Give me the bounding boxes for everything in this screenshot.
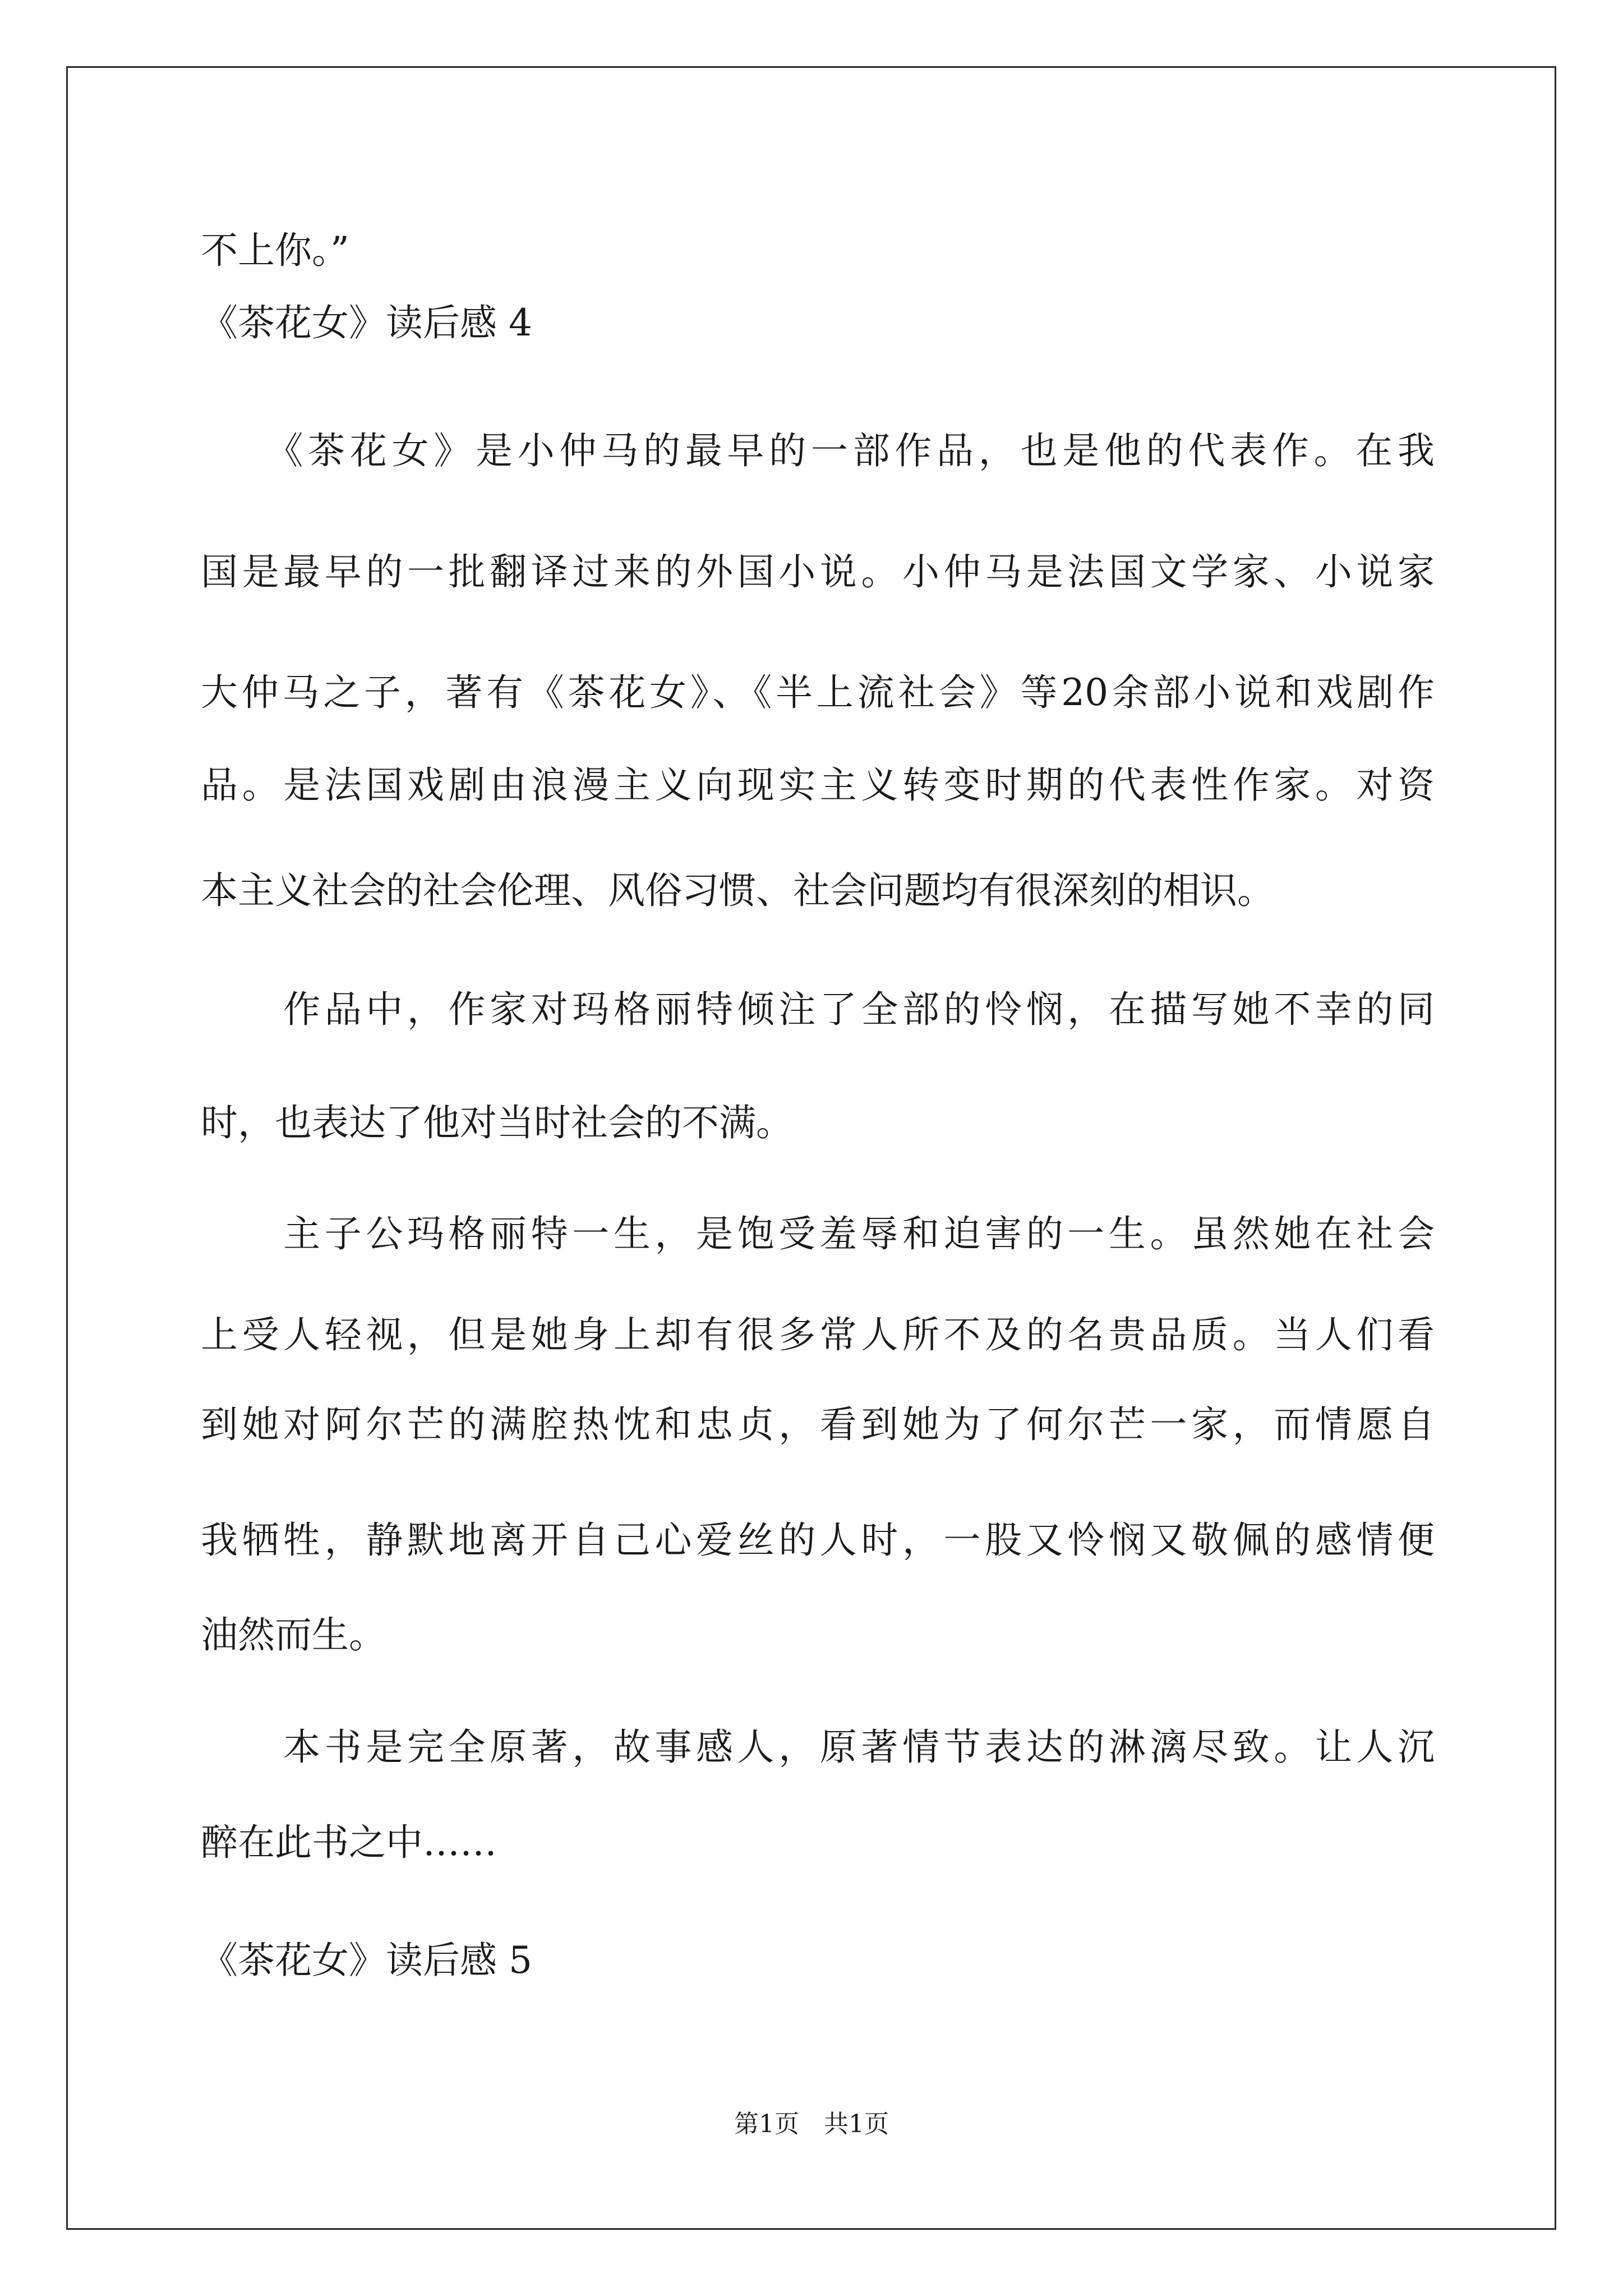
text-line: 时，也表达了他对当时社会的不满。 <box>201 1101 793 1144</box>
text-line: 醉在此书之中…… <box>201 1821 497 1864</box>
text-line: 作品中，作家对玛格丽特倾注了全部的怜悯，在描写她不幸的同 <box>201 988 1435 1031</box>
page-border <box>66 66 1556 2230</box>
text-line: 《茶花女》是小仲马的最早的一部作品，也是他的代表作。在我 <box>201 429 1435 472</box>
text-line: 国是最早的一批翻译过来的外国小说。小仲马是法国文学家、小说家 <box>201 550 1435 593</box>
page-footer: 第1页 共1页 <box>734 2110 889 2138</box>
text-line: 不上你。” <box>201 229 349 272</box>
text-line: 大仲马之子，著有《茶花女》、《半上流社会》等20余部小说和戏剧作 <box>201 671 1435 714</box>
text-line: 油然而生。 <box>201 1613 386 1657</box>
text-line: 我牺牲，静默地离开自己心爱丝的人时，一股又怜悯又敬佩的感情便 <box>201 1519 1435 1562</box>
text-line: 主子公玛格丽特一生，是饱受羞辱和迫害的一生。虽然她在社会 <box>201 1212 1435 1255</box>
text-line: 品。是法国戏剧由浪漫主义向现实主义转变时期的代表性作家。对资 <box>201 763 1435 807</box>
text-line: 本主义社会的社会伦理、风俗习惯、社会问题均有很深刻的相识。 <box>201 869 1274 912</box>
text-line: 本书是完全原著，故事感人，原著情节表达的淋漓尽致。让人沉 <box>201 1726 1435 1769</box>
section-heading: 《茶花女》读后感 4 <box>201 301 532 344</box>
text-line: 到她对阿尔芒的满腔热忱和忠贞，看到她为了何尔芒一家，而情愿自 <box>201 1403 1435 1446</box>
section-heading: 《茶花女》读后感 5 <box>201 1939 532 1982</box>
text-line: 上受人轻视，但是她身上却有很多常人所不及的名贵品质。当人们看 <box>201 1313 1435 1356</box>
